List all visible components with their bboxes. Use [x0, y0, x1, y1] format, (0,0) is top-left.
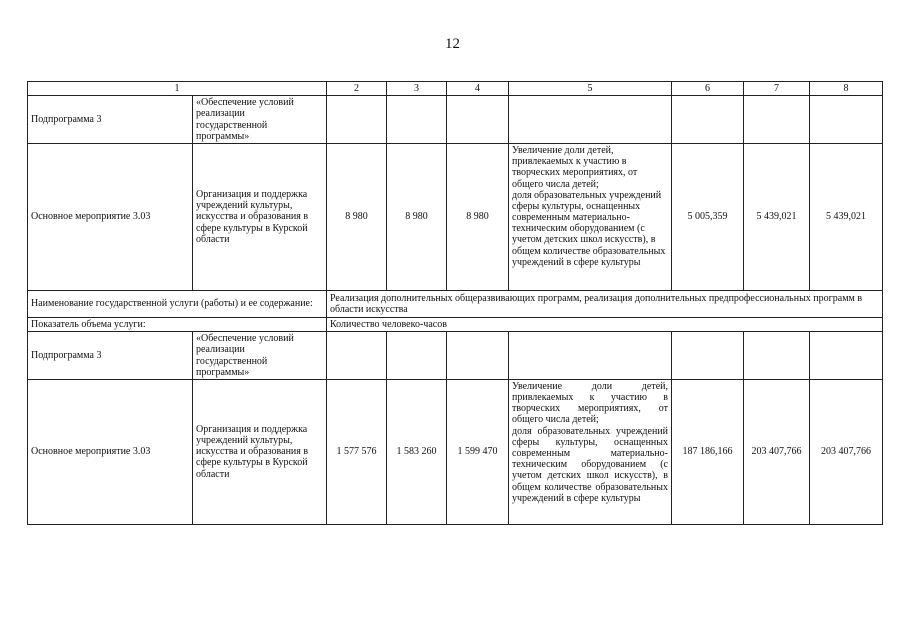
page-number: 12	[445, 36, 460, 52]
value-col-2: 8 980	[327, 143, 387, 290]
subprogram-description: «Обеспечение условий реализации государственной программы»	[193, 96, 327, 144]
empty-cell	[672, 332, 744, 380]
value-col-6: 187 186,166	[672, 379, 744, 524]
empty-cell	[509, 332, 672, 380]
column-number-5: 5	[509, 82, 672, 96]
column-number-1: 1	[28, 82, 327, 96]
volume-value: Количество человеко-часов	[327, 317, 883, 331]
subprogram-description: «Обеспечение условий реализации государственной программы»	[193, 332, 327, 380]
value-col-7: 5 439,021	[744, 143, 810, 290]
column-number-6: 6	[672, 82, 744, 96]
program-table	[27, 81, 883, 525]
empty-cell	[810, 332, 883, 380]
service-label: Наименование государственной услуги (работы) и ее содержание:	[28, 290, 327, 317]
column-number-7: 7	[744, 82, 810, 96]
main-activity-row	[28, 379, 883, 524]
volume-row	[28, 317, 883, 331]
value-col-8: 203 407,766	[810, 379, 883, 524]
value-col-6: 5 005,359	[672, 143, 744, 290]
value-col-4: 8 980	[447, 143, 509, 290]
subprogram-name: Подпрограмма 3	[28, 96, 193, 144]
service-row	[28, 290, 883, 317]
column-number-8: 8	[810, 82, 883, 96]
empty-cell	[744, 332, 810, 380]
empty-cell	[447, 332, 509, 380]
indicator-text: Увеличение доли детей, привлекаемых к участию в творческих мероприятиях, от общего числа детей; доля образовательных учреждений сферы культуры, оснащенных современным материально-техническим оборудованием (с учетом детских школ искусств), в общем количестве образовательных учреждений в сфере культуры	[509, 143, 672, 290]
empty-cell	[744, 96, 810, 144]
column-number-4: 4	[447, 82, 509, 96]
empty-cell	[509, 96, 672, 144]
value-col-7: 203 407,766	[744, 379, 810, 524]
subprogram-name: Подпрограмма 3	[28, 332, 193, 380]
service-value: Реализация дополнительных общеразвивающих программ, реализация дополнительных предпрофессиональных программ в области искусства	[327, 290, 883, 317]
value-col-3: 8 980	[387, 143, 447, 290]
column-number-2: 2	[327, 82, 387, 96]
main-activity-row	[28, 143, 883, 290]
empty-cell	[327, 96, 387, 144]
value-col-8: 5 439,021	[810, 143, 883, 290]
column-number-row	[28, 82, 883, 96]
empty-cell	[327, 332, 387, 380]
value-col-2: 1 577 576	[327, 379, 387, 524]
empty-cell	[810, 96, 883, 144]
indicator-text: Увеличение доли детей, привлекаемых к участию в творческих мероприятиях, от общего числа детей; доля образовательных учреждений сферы культуры, оснащенных современным материально-техническим оборудованием (с учетом детских школ искусств), в общем количестве образовательных учреждений в сфере культуры	[509, 379, 672, 524]
column-number-3: 3	[387, 82, 447, 96]
main-activity-description: Организация и поддержка учреждений культуры, искусства и образования в сфере культуры в Курской области	[193, 143, 327, 290]
volume-label: Показатель объема услуги:	[28, 317, 327, 331]
empty-cell	[672, 96, 744, 144]
empty-cell	[387, 96, 447, 144]
value-col-3: 1 583 260	[387, 379, 447, 524]
subprogram-row	[28, 332, 883, 380]
value-col-4: 1 599 470	[447, 379, 509, 524]
empty-cell	[387, 332, 447, 380]
main-activity-name: Основное мероприятие 3.03	[28, 143, 193, 290]
main-activity-description: Организация и поддержка учреждений культуры, искусства и образования в сфере культуры в Курской области	[193, 379, 327, 524]
main-activity-name: Основное мероприятие 3.03	[28, 379, 193, 524]
subprogram-row	[28, 96, 883, 144]
empty-cell	[447, 96, 509, 144]
